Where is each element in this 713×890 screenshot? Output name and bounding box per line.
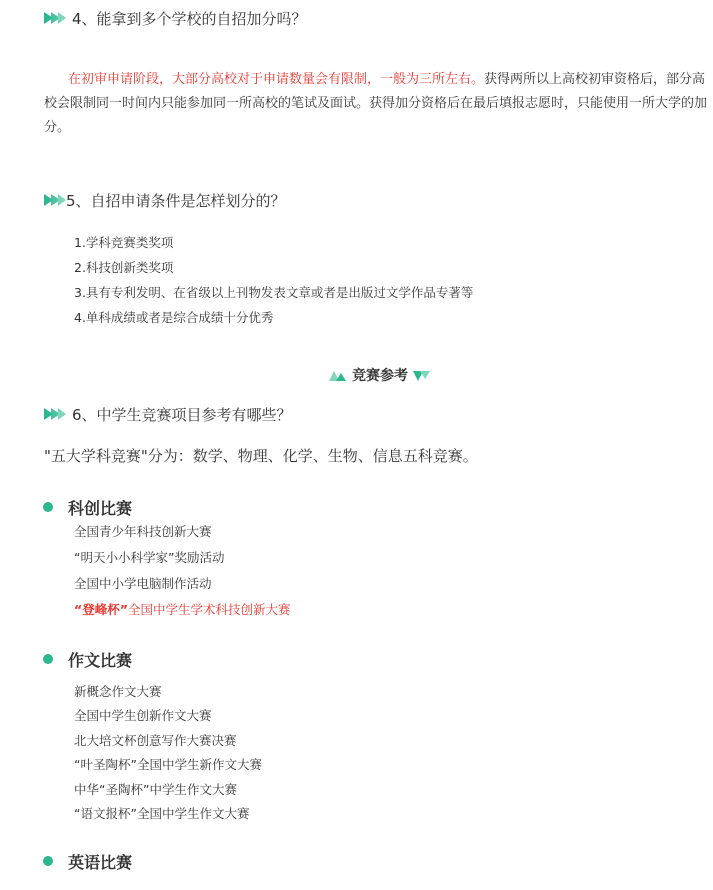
highlight-bold-text: “登峰杯” (74, 602, 128, 617)
question-5-title: 5、自招申请条件是怎样划分的？ (66, 191, 286, 210)
list-item: 4.单科成绩或者是综合成绩十分优秀 (74, 310, 274, 325)
list-item: 全国青少年科技创新大赛 (74, 524, 212, 539)
writing-competition-list (74, 680, 262, 826)
section-title-bar (0, 364, 713, 386)
list-item: 3.具有专利发明、在省级以上刊物发表文章或者是出版过文学作品专著等 (74, 285, 474, 300)
list-item: “叶圣陶杯”全国中学生新作文大赛 (74, 757, 262, 773)
list-item: 1.学科竞赛类奖项 (74, 235, 174, 250)
question-6-heading (44, 402, 292, 426)
science-competition-list (74, 519, 290, 623)
double-arrow-icon (44, 408, 66, 420)
section-title: 竞赛参考 (352, 368, 408, 384)
group-title: 科创比赛 (68, 498, 133, 518)
double-arrow-icon (44, 12, 66, 24)
question-4-heading (44, 6, 307, 30)
question-4-title: 4、能拿到多个学校的自招加分吗？ (72, 9, 307, 28)
answer-highlight-text: 在初审申请阶段，大部分高校对于申请数量会有限制，一般为三所左右。 (68, 72, 485, 87)
double-arrow-icon (44, 194, 66, 206)
group-title: 英语比赛 (68, 852, 133, 872)
list-item: “明天小小科学家”奖励活动 (74, 550, 225, 565)
dot-icon (43, 654, 53, 664)
answer-text: 获得两所以上高校初审资格后，部分高校会限制同一时间内只能参加同一所高校的笔试及面试。获得加分资格后在最后填报志愿时，只能使用一所大学的加分。 (44, 72, 708, 135)
list-item: 全国中学生创新作文大赛 (74, 708, 212, 724)
group-heading-english (44, 849, 132, 873)
group-heading-writing (44, 647, 132, 671)
question-6-title: 6、中学生竞赛项目参考有哪些？ (72, 405, 292, 424)
group-title: 作文比赛 (68, 650, 133, 670)
list-item: 新概念作文大赛 (74, 684, 162, 699)
triangle-icon (329, 369, 347, 381)
list-item: 2.科技创新类奖项 (74, 260, 174, 275)
list-item: 中华“圣陶杯”中学生作文大赛 (74, 781, 237, 797)
question-4-answer (44, 68, 709, 140)
highlight-rest-text: 全国中学生学术科技创新大赛 (127, 602, 291, 617)
list-item-highlight (74, 597, 290, 623)
question-5-heading (44, 188, 286, 212)
dot-icon (43, 856, 53, 866)
list-item: 北大培文杯创意写作大赛决赛 (74, 732, 237, 748)
group-heading-science (44, 495, 132, 519)
list-item: “语文报杯”全国中学生作文大赛 (74, 805, 250, 821)
dot-icon (43, 502, 53, 512)
triangle-icon (413, 369, 431, 381)
requirements-list (74, 230, 473, 330)
competition-intro: "五大学科竞赛"分为：数学、物理、化学、生物、信息五科竞赛。 (44, 447, 478, 465)
list-item: 全国中小学电脑制作活动 (74, 576, 212, 591)
